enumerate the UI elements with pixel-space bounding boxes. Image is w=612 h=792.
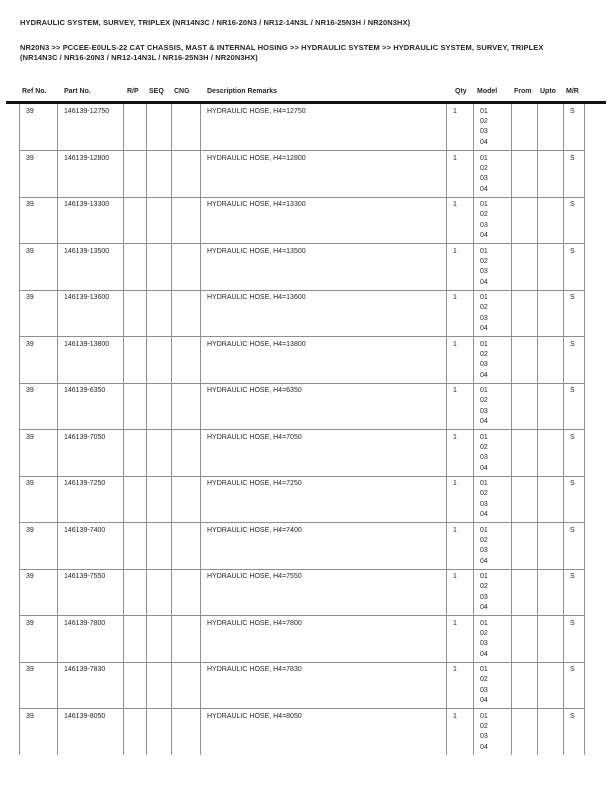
cell-part: 146139-7050 bbox=[58, 430, 124, 477]
model-code: 02 bbox=[480, 304, 488, 312]
col-header-ref: Ref No. bbox=[22, 88, 47, 95]
model-code: 04 bbox=[480, 185, 488, 193]
cell-ref: 39 bbox=[20, 290, 58, 337]
col-header-rp: R/P bbox=[127, 88, 139, 95]
cell-seq bbox=[147, 151, 172, 198]
cell-part: 146139-13600 bbox=[58, 290, 124, 337]
table-row bbox=[20, 337, 585, 384]
cell-ref: 39 bbox=[20, 569, 58, 616]
cell-rp bbox=[124, 616, 147, 663]
model-code: 02 bbox=[480, 583, 488, 591]
model-code: 04 bbox=[480, 325, 488, 333]
cell-rp bbox=[124, 430, 147, 477]
model-code: 03 bbox=[480, 128, 488, 136]
model-code: 02 bbox=[480, 397, 488, 405]
cell-mr: S bbox=[564, 290, 585, 337]
cell-part: 146139-13800 bbox=[58, 337, 124, 384]
table-row bbox=[20, 616, 585, 663]
model-code: 03 bbox=[480, 221, 488, 229]
model-code: 01 bbox=[480, 526, 488, 534]
table-row bbox=[20, 290, 585, 337]
col-header-qty: Qty bbox=[455, 88, 467, 95]
table-row bbox=[20, 476, 585, 523]
cell-model bbox=[474, 662, 512, 709]
cell-model bbox=[474, 616, 512, 663]
cell-qty: 1 bbox=[447, 430, 474, 477]
model-code: 02 bbox=[480, 443, 488, 451]
cell-upto bbox=[538, 151, 564, 198]
cell-desc: HYDRAULIC HOSE, H4=8050 bbox=[201, 709, 447, 756]
cell-upto bbox=[538, 616, 564, 663]
cell-seq bbox=[147, 476, 172, 523]
cell-model bbox=[474, 476, 512, 523]
cell-seq bbox=[147, 290, 172, 337]
cell-desc: HYDRAULIC HOSE, H4=13300 bbox=[201, 197, 447, 244]
cell-qty: 1 bbox=[447, 383, 474, 430]
cell-desc: HYDRAULIC HOSE, H4=13600 bbox=[201, 290, 447, 337]
cell-cng bbox=[172, 476, 201, 523]
cell-from bbox=[512, 709, 538, 756]
model-code: 04 bbox=[480, 278, 488, 286]
cell-from bbox=[512, 290, 538, 337]
model-code: 03 bbox=[480, 175, 488, 183]
cell-part: 146139-7550 bbox=[58, 569, 124, 616]
model-code: 03 bbox=[480, 361, 488, 369]
cell-upto bbox=[538, 197, 564, 244]
model-code: 01 bbox=[480, 619, 488, 627]
model-code: 01 bbox=[480, 294, 488, 301]
table-row bbox=[20, 383, 585, 430]
cell-seq bbox=[147, 104, 172, 151]
cell-cng bbox=[172, 197, 201, 244]
cell-qty: 1 bbox=[447, 569, 474, 616]
cell-qty: 1 bbox=[447, 290, 474, 337]
col-header-part: Part No. bbox=[64, 88, 91, 95]
cell-seq bbox=[147, 616, 172, 663]
cell-seq bbox=[147, 383, 172, 430]
cell-rp bbox=[124, 383, 147, 430]
cell-cng bbox=[172, 662, 201, 709]
cell-cng bbox=[172, 523, 201, 570]
cell-desc: HYDRAULIC HOSE, H4=7250 bbox=[201, 476, 447, 523]
cell-mr: S bbox=[564, 244, 585, 291]
cell-from bbox=[512, 523, 538, 570]
cell-ref: 39 bbox=[20, 523, 58, 570]
cell-seq bbox=[147, 569, 172, 616]
model-code: 03 bbox=[480, 500, 488, 508]
cell-mr: S bbox=[564, 523, 585, 570]
cell-rp bbox=[124, 709, 147, 756]
col-header-model: Model bbox=[477, 88, 498, 95]
cell-mr: S bbox=[564, 337, 585, 384]
cell-rp bbox=[124, 290, 147, 337]
model-code: 02 bbox=[480, 490, 488, 498]
model-code: 03 bbox=[480, 268, 488, 276]
cell-upto bbox=[538, 383, 564, 430]
model-code: 04 bbox=[480, 743, 488, 751]
model-code: 01 bbox=[480, 107, 488, 115]
cell-ref: 39 bbox=[20, 383, 58, 430]
cell-from bbox=[512, 616, 538, 663]
cell-qty: 1 bbox=[447, 616, 474, 663]
model-code: 03 bbox=[480, 733, 488, 741]
cell-model bbox=[474, 104, 512, 151]
page-title: HYDRAULIC SYSTEM, SURVEY, TRIPLEX (NR14N3C / NR16-20N3 / NR12-14N3L / NR16-25N3H / NR20N3HX) bbox=[20, 18, 411, 27]
cell-qty: 1 bbox=[447, 197, 474, 244]
cell-qty: 1 bbox=[447, 476, 474, 523]
cell-mr: S bbox=[564, 197, 585, 244]
cell-mr: S bbox=[564, 662, 585, 709]
cell-rp bbox=[124, 569, 147, 616]
model-code: 02 bbox=[480, 629, 488, 637]
model-code: 04 bbox=[480, 697, 488, 705]
col-header-mr: M/R bbox=[566, 88, 579, 95]
cell-model bbox=[474, 569, 512, 616]
cell-mr: S bbox=[564, 151, 585, 198]
col-header-seq: SEQ bbox=[149, 88, 164, 95]
cell-desc: HYDRAULIC HOSE, H4=12800 bbox=[201, 151, 447, 198]
model-code: 04 bbox=[480, 371, 488, 379]
cell-part: 146139-6350 bbox=[58, 383, 124, 430]
cell-desc: HYDRAULIC HOSE, H4=7800 bbox=[201, 616, 447, 663]
cell-model bbox=[474, 430, 512, 477]
cell-mr: S bbox=[564, 616, 585, 663]
cell-ref: 39 bbox=[20, 104, 58, 151]
cell-upto bbox=[538, 337, 564, 384]
model-code: 04 bbox=[480, 418, 488, 426]
cell-cng bbox=[172, 290, 201, 337]
cell-ref: 39 bbox=[20, 151, 58, 198]
cell-qty: 1 bbox=[447, 104, 474, 151]
cell-part: 146139-7830 bbox=[58, 662, 124, 709]
cell-desc: HYDRAULIC HOSE, H4=12750 bbox=[201, 104, 447, 151]
breadcrumb: NR20N3 >> PCCEE-E0ULS-22 CAT CHASSIS, MAST & INTERNAL HOSING >> HYDRAULIC SYSTEM >> HYDRAULIC SYSTEM, SURVEY, TRIPLEX (NR14N3C / NR16-20N3 / NR12-14N3L / NR16-25N3H / NR20N3HX) bbox=[20, 43, 544, 62]
cell-rp bbox=[124, 197, 147, 244]
cell-qty: 1 bbox=[447, 337, 474, 384]
cell-ref: 39 bbox=[20, 337, 58, 384]
model-code: 02 bbox=[480, 722, 488, 730]
cell-upto bbox=[538, 476, 564, 523]
cell-rp bbox=[124, 337, 147, 384]
col-header-upto: Upto bbox=[540, 88, 556, 95]
model-code: 04 bbox=[480, 557, 488, 565]
cell-upto bbox=[538, 523, 564, 570]
table-row bbox=[20, 244, 585, 291]
col-header-desc: Description Remarks bbox=[207, 88, 278, 95]
cell-from bbox=[512, 337, 538, 384]
cell-mr: S bbox=[564, 430, 585, 477]
cell-seq bbox=[147, 709, 172, 756]
model-code: 01 bbox=[480, 480, 488, 487]
model-code: 03 bbox=[480, 640, 488, 648]
table-row bbox=[20, 709, 585, 756]
cell-cng bbox=[172, 709, 201, 756]
cell-model bbox=[474, 290, 512, 337]
model-code: 04 bbox=[480, 604, 488, 612]
cell-ref: 39 bbox=[20, 197, 58, 244]
model-code: 02 bbox=[480, 117, 488, 125]
model-code: 02 bbox=[480, 164, 488, 172]
cell-model bbox=[474, 523, 512, 570]
cell-mr: S bbox=[564, 569, 585, 616]
model-code: 03 bbox=[480, 407, 488, 415]
parts-table bbox=[19, 104, 585, 755]
model-code: 01 bbox=[480, 247, 488, 255]
cell-seq bbox=[147, 523, 172, 570]
cell-part: 146139-13500 bbox=[58, 244, 124, 291]
model-code: 02 bbox=[480, 536, 488, 544]
cell-qty: 1 bbox=[447, 523, 474, 570]
cell-cng bbox=[172, 244, 201, 291]
cell-rp bbox=[124, 662, 147, 709]
cell-model bbox=[474, 337, 512, 384]
model-code: 04 bbox=[480, 232, 488, 240]
cell-cng bbox=[172, 616, 201, 663]
cell-model bbox=[474, 197, 512, 244]
model-code: 01 bbox=[480, 573, 488, 580]
cell-ref: 39 bbox=[20, 616, 58, 663]
cell-model bbox=[474, 709, 512, 756]
cell-from bbox=[512, 197, 538, 244]
cell-mr: S bbox=[564, 383, 585, 430]
cell-rp bbox=[124, 151, 147, 198]
cell-ref: 39 bbox=[20, 430, 58, 477]
cell-cng bbox=[172, 337, 201, 384]
model-code: 04 bbox=[480, 138, 488, 146]
model-code: 01 bbox=[480, 201, 488, 208]
cell-desc: HYDRAULIC HOSE, H4=13800 bbox=[201, 337, 447, 384]
cell-cng bbox=[172, 569, 201, 616]
cell-mr: S bbox=[564, 104, 585, 151]
cell-part: 146139-7400 bbox=[58, 523, 124, 570]
cell-part: 146139-7250 bbox=[58, 476, 124, 523]
cell-ref: 39 bbox=[20, 709, 58, 756]
model-code: 04 bbox=[480, 511, 488, 519]
cell-mr: S bbox=[564, 476, 585, 523]
cell-desc: HYDRAULIC HOSE, H4=6350 bbox=[201, 383, 447, 430]
cell-desc: HYDRAULIC HOSE, H4=7550 bbox=[201, 569, 447, 616]
cell-upto bbox=[538, 709, 564, 756]
cell-upto bbox=[538, 569, 564, 616]
cell-seq bbox=[147, 662, 172, 709]
model-code: 04 bbox=[480, 464, 488, 472]
table-row bbox=[20, 430, 585, 477]
cell-desc: HYDRAULIC HOSE, H4=7830 bbox=[201, 662, 447, 709]
cell-part: 146139-12750 bbox=[58, 104, 124, 151]
cell-model bbox=[474, 151, 512, 198]
cell-ref: 39 bbox=[20, 244, 58, 291]
model-code: 03 bbox=[480, 314, 488, 322]
parts-table-body bbox=[20, 104, 585, 755]
cell-model bbox=[474, 244, 512, 291]
cell-from bbox=[512, 430, 538, 477]
cell-cng bbox=[172, 430, 201, 477]
cell-seq bbox=[147, 337, 172, 384]
cell-part: 146139-13300 bbox=[58, 197, 124, 244]
cell-cng bbox=[172, 383, 201, 430]
cell-part: 146139-7800 bbox=[58, 616, 124, 663]
cell-upto bbox=[538, 662, 564, 709]
cell-from bbox=[512, 151, 538, 198]
cell-ref: 39 bbox=[20, 476, 58, 523]
cell-upto bbox=[538, 430, 564, 477]
cell-from bbox=[512, 476, 538, 523]
cell-part: 146139-12800 bbox=[58, 151, 124, 198]
cell-mr: S bbox=[564, 709, 585, 756]
cell-qty: 1 bbox=[447, 709, 474, 756]
cell-cng bbox=[172, 151, 201, 198]
model-code: 01 bbox=[480, 154, 488, 162]
model-code: 01 bbox=[480, 666, 488, 673]
cell-rp bbox=[124, 476, 147, 523]
cell-rp bbox=[124, 244, 147, 291]
cell-seq bbox=[147, 244, 172, 291]
cell-upto bbox=[538, 104, 564, 151]
cell-from bbox=[512, 244, 538, 291]
cell-qty: 1 bbox=[447, 244, 474, 291]
cell-upto bbox=[538, 244, 564, 291]
cell-seq bbox=[147, 430, 172, 477]
model-code: 02 bbox=[480, 676, 488, 684]
table-column-headers bbox=[19, 88, 584, 95]
cell-desc: HYDRAULIC HOSE, H4=7400 bbox=[201, 523, 447, 570]
cell-desc: HYDRAULIC HOSE, H4=13500 bbox=[201, 244, 447, 291]
cell-qty: 1 bbox=[447, 662, 474, 709]
model-code: 01 bbox=[480, 712, 488, 720]
table-row bbox=[20, 523, 585, 570]
col-header-cng: CNG bbox=[174, 88, 190, 95]
model-code: 03 bbox=[480, 454, 488, 462]
table-row bbox=[20, 197, 585, 244]
model-code: 02 bbox=[480, 211, 488, 219]
col-header-from: From bbox=[514, 88, 532, 95]
cell-ref: 39 bbox=[20, 662, 58, 709]
model-code: 02 bbox=[480, 350, 488, 358]
cell-from bbox=[512, 383, 538, 430]
cell-rp bbox=[124, 104, 147, 151]
cell-cng bbox=[172, 104, 201, 151]
cell-from bbox=[512, 662, 538, 709]
cell-upto bbox=[538, 290, 564, 337]
table-row bbox=[20, 662, 585, 709]
table-row bbox=[20, 569, 585, 616]
cell-from bbox=[512, 104, 538, 151]
model-code: 04 bbox=[480, 650, 488, 658]
table-row bbox=[20, 104, 585, 151]
cell-desc: HYDRAULIC HOSE, H4=7050 bbox=[201, 430, 447, 477]
cell-part: 146139-8050 bbox=[58, 709, 124, 756]
cell-seq bbox=[147, 197, 172, 244]
model-code: 03 bbox=[480, 686, 488, 694]
cell-rp bbox=[124, 523, 147, 570]
model-code: 02 bbox=[480, 257, 488, 265]
model-code: 01 bbox=[480, 433, 488, 441]
cell-from bbox=[512, 569, 538, 616]
model-code: 03 bbox=[480, 547, 488, 555]
cell-model bbox=[474, 383, 512, 430]
cell-qty: 1 bbox=[447, 151, 474, 198]
model-code: 01 bbox=[480, 387, 488, 394]
table-row bbox=[20, 151, 585, 198]
model-code: 03 bbox=[480, 593, 488, 601]
model-code: 01 bbox=[480, 340, 488, 348]
